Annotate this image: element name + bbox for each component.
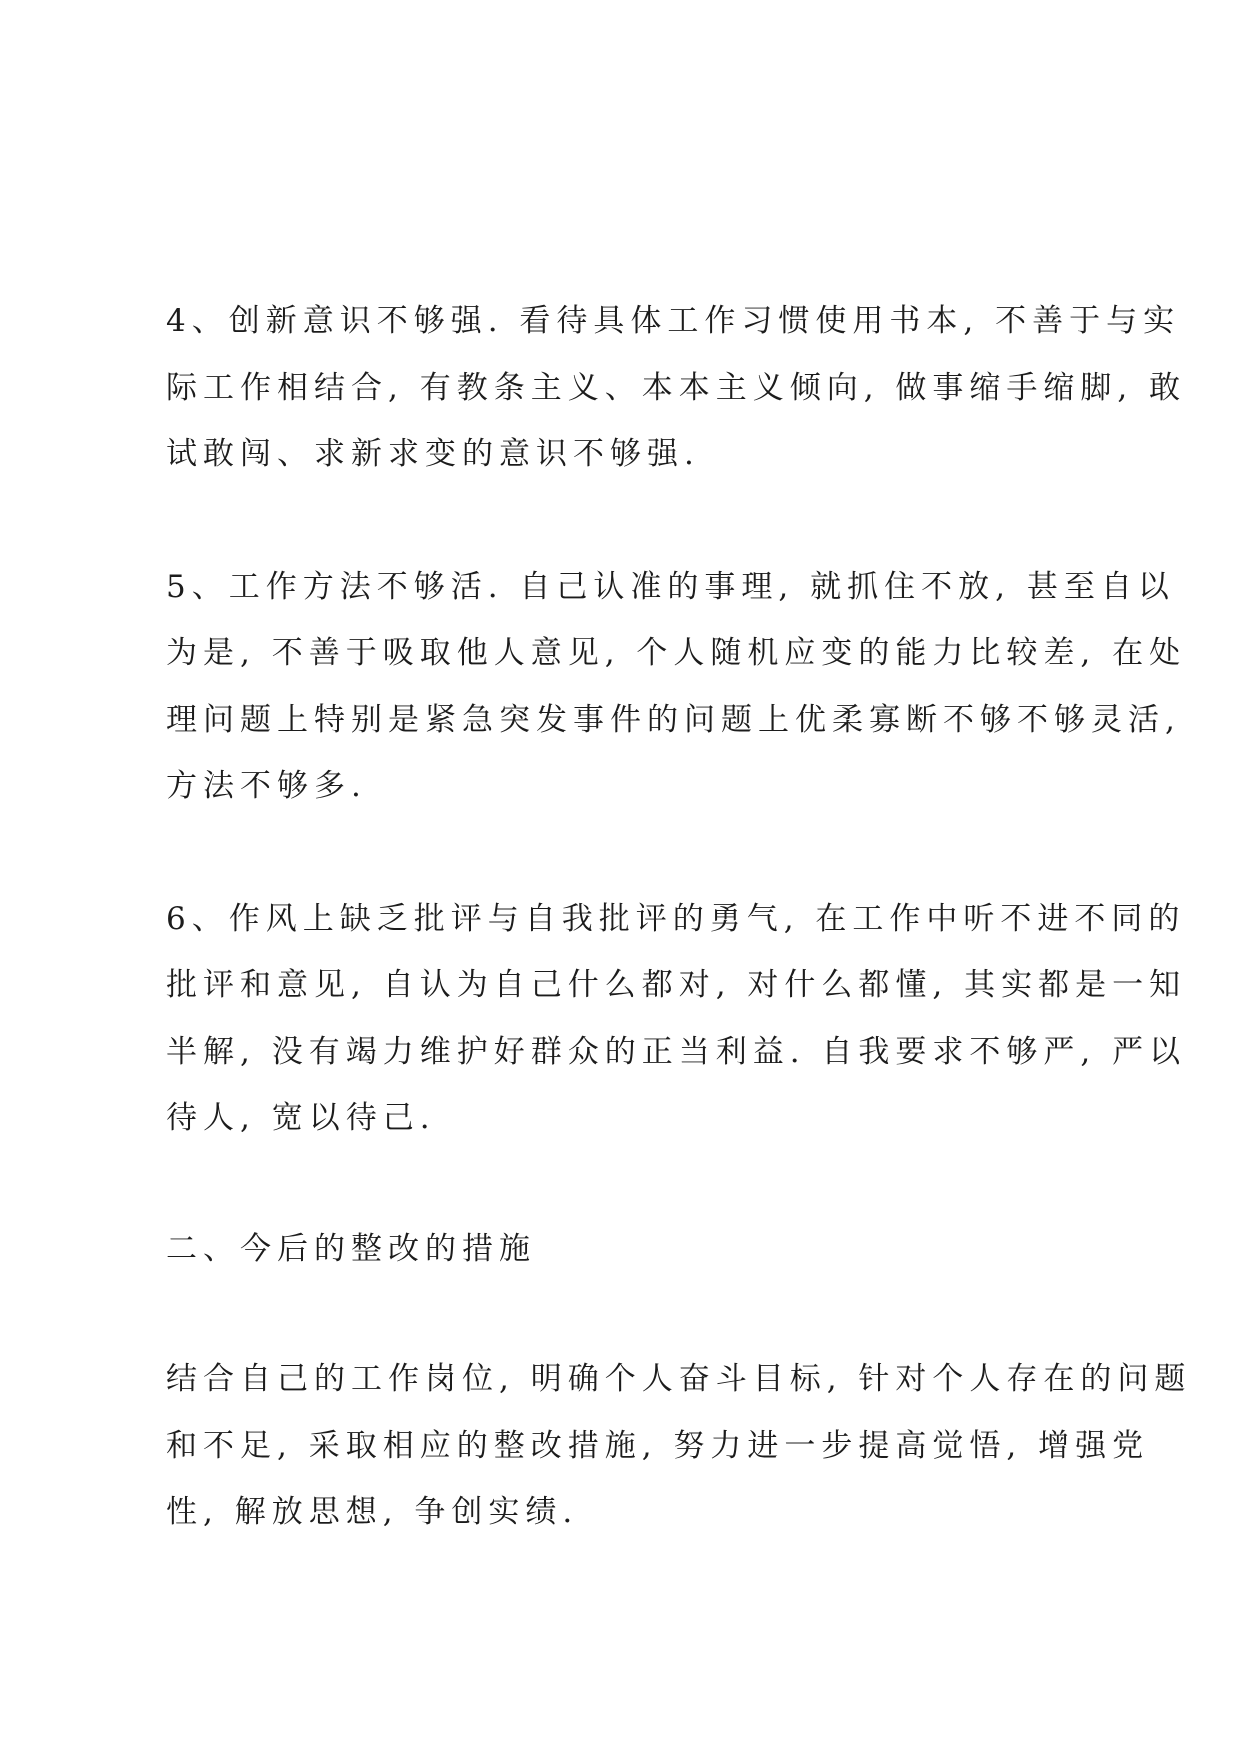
paragraph-line: 理问题上特别是紧急突发事件的问题上优柔寡断不够不够灵活, — [166, 701, 1181, 738]
paragraph-line: 为是, 不善于吸取他人意见, 个人随机应变的能力比较差, 在处 — [166, 635, 1187, 671]
paragraph-item-6 — [166, 886, 1187, 1152]
paragraph-line: 试敢闯、求新求变的意识不够强. — [166, 436, 700, 472]
paragraph-spacer — [166, 1152, 1101, 1216]
paragraph-spacer — [166, 488, 1101, 554]
paragraph-spacer — [166, 820, 1101, 886]
paragraph-line: 待人, 宽以待己. — [166, 1100, 436, 1136]
section-heading-text: 二、今后的整改的措施 — [166, 1230, 536, 1267]
paragraph-line: 半解, 没有竭力维护好群众的正当利益. 自我要求不够严, 严以 — [166, 1033, 1187, 1070]
paragraph-item-5 — [166, 554, 1187, 820]
paragraph-line: 际工作相结合, 有教条主义、本本主义倾向, 做事缩手缩脚, 敢 — [166, 369, 1187, 406]
section-heading — [166, 1216, 1101, 1283]
paragraph-line: 6、作风上缺乏批评与自我批评的勇气, 在工作中听不进不同的 — [166, 900, 1186, 937]
paragraph-line: 4、创新意识不够强. 看待具体工作习惯使用书本, 不善于与实 — [166, 303, 1181, 339]
paragraph-line: 和不足, 采取相应的整改措施, 努力进一步提高觉悟, 增强党 — [166, 1427, 1150, 1464]
paragraph-line: 方法不够多. — [166, 768, 367, 804]
paragraph-closing — [166, 1346, 1192, 1546]
paragraph-line: 性, 解放思想, 争创实绩. — [166, 1494, 579, 1530]
paragraph-item-4 — [166, 288, 1187, 488]
document-body — [166, 288, 1192, 1546]
paragraph-spacer — [166, 1282, 1101, 1346]
paragraph-line: 5、工作方法不够活. 自己认准的事理, 就抓住不放, 甚至自以 — [166, 568, 1175, 605]
paragraph-line: 批评和意见, 自认为自己什么都对, 对什么都懂, 其实都是一知 — [166, 967, 1187, 1003]
paragraph-line: 结合自己的工作岗位, 明确个人奋斗目标, 针对个人存在的问题 — [166, 1361, 1192, 1397]
